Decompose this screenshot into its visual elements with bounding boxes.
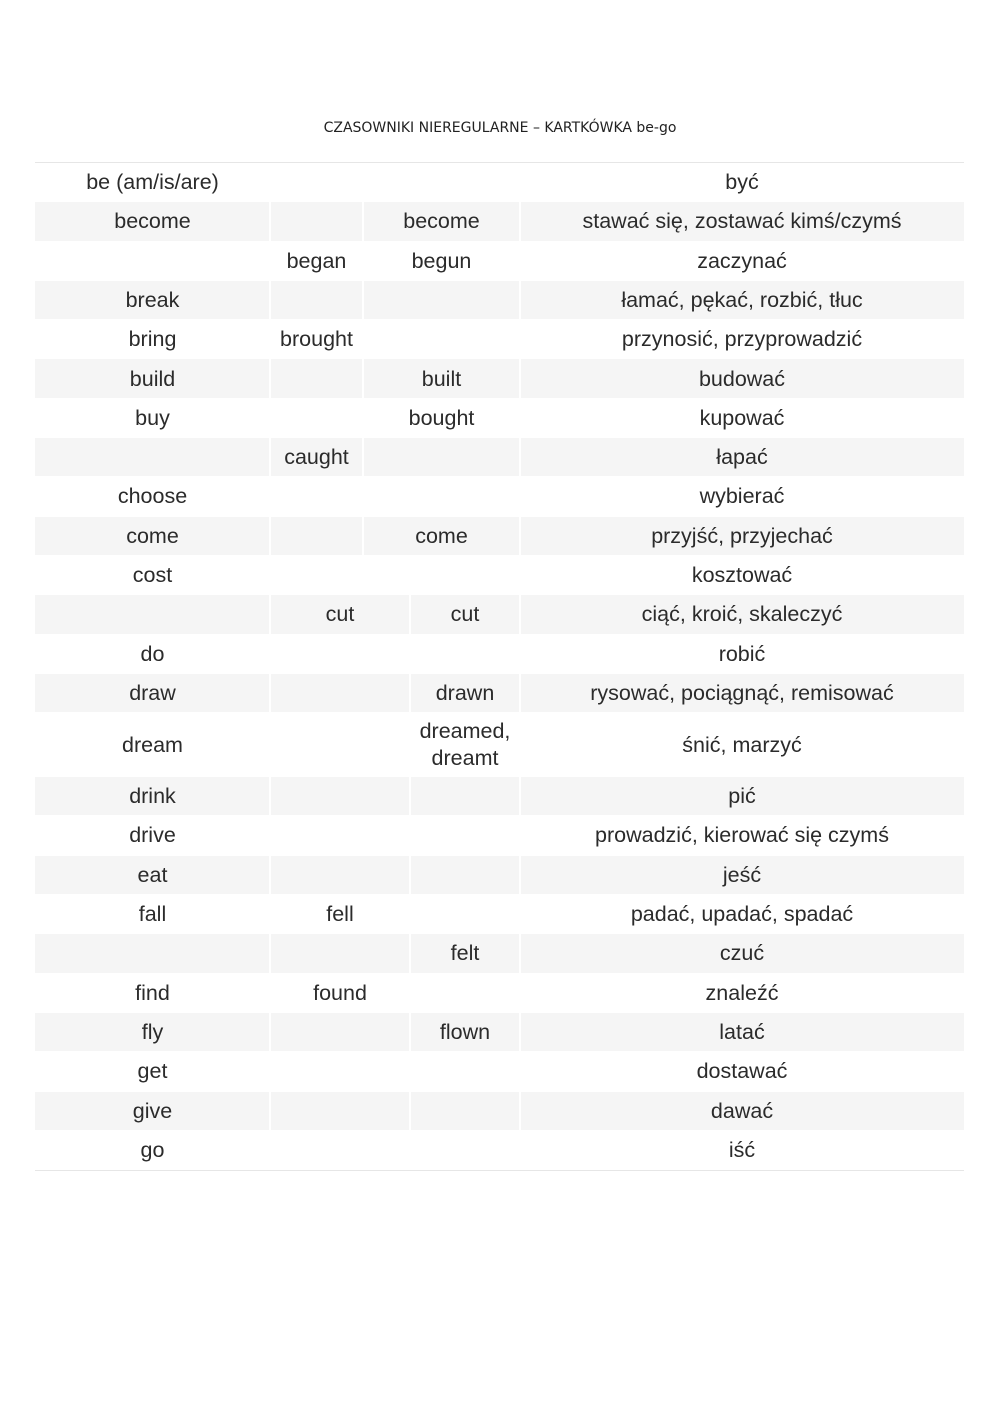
meaning-cell: być — [725, 170, 759, 195]
meaning-cell: łapać — [716, 445, 768, 470]
meaning-cell: łamać, pękać, rozbić, tłuc — [621, 287, 863, 312]
past-cell: began — [286, 248, 347, 273]
base-cell: be (am/is/are) — [86, 170, 219, 195]
participle-cell — [410, 777, 520, 815]
participle-cell — [410, 1092, 520, 1130]
participle-cell — [363, 438, 520, 476]
past-cell: found — [313, 980, 367, 1005]
table-row — [35, 816, 964, 855]
base-cell: bring — [128, 327, 177, 352]
table-row — [35, 674, 964, 713]
past-cell — [270, 359, 363, 397]
base-cell: go — [140, 1137, 165, 1162]
participle-cell: cut — [450, 602, 480, 627]
meaning-cell: robić — [718, 641, 766, 666]
table-row — [35, 974, 964, 1013]
past-cell — [270, 1013, 410, 1051]
meaning-cell: prowadzić, kierować się czymś — [595, 823, 889, 848]
meaning-cell: znaleźć — [705, 980, 779, 1005]
participle-cell: bought — [408, 405, 475, 430]
page-title: CZASOWNIKI NIEREGULARNE – KARTKÓWKA be-go — [323, 120, 677, 136]
table-row — [35, 556, 964, 595]
past-cell — [270, 202, 363, 240]
participle-cell — [363, 320, 520, 358]
meaning-cell: śnić, marzyć — [682, 732, 802, 757]
past-cell: caught — [284, 445, 349, 470]
past-cell — [270, 674, 410, 712]
meaning-cell: kosztować — [691, 563, 793, 587]
participle-cell — [410, 895, 520, 933]
participle-cell — [363, 163, 520, 201]
participle-cell: built — [421, 366, 462, 391]
meaning-cell: zaczynać — [697, 248, 787, 273]
participle-cell — [410, 816, 520, 854]
participle-cell: flown — [439, 1019, 491, 1044]
participle-cell: dreamed, dreamt — [419, 719, 511, 770]
past-cell — [270, 713, 410, 776]
table-row — [35, 399, 964, 438]
base-cell: choose — [117, 484, 188, 509]
table-row — [35, 777, 964, 816]
meaning-cell: stawać się, zostawać kimś/czymś — [582, 209, 902, 234]
base-cell — [35, 438, 270, 476]
base-cell — [35, 242, 270, 280]
meaning-cell: dawać — [710, 1098, 774, 1123]
past-cell: cut — [325, 602, 355, 627]
past-cell — [270, 816, 410, 854]
participle-cell: come — [415, 523, 468, 548]
base-cell: fall — [138, 902, 167, 927]
base-cell: fly — [141, 1019, 164, 1044]
participle-cell — [410, 1131, 520, 1169]
base-cell: break — [125, 287, 180, 312]
participle-cell — [363, 281, 520, 319]
meaning-cell: kupować — [699, 405, 785, 430]
past-cell: brought — [280, 327, 353, 352]
table-row — [35, 1052, 964, 1091]
base-cell: get — [137, 1059, 168, 1084]
participle-cell — [410, 1052, 520, 1090]
past-cell — [270, 517, 363, 555]
table-row — [35, 242, 964, 281]
meaning-cell: przynosić, przyprowadzić — [621, 327, 863, 352]
table-row — [35, 320, 964, 359]
verb-table — [35, 162, 964, 1171]
table-row — [35, 1092, 964, 1131]
base-cell — [35, 934, 270, 972]
past-cell — [270, 635, 410, 673]
table-row — [35, 856, 964, 895]
meaning-cell: czuć — [719, 941, 765, 966]
meaning-cell: iść — [728, 1137, 756, 1162]
base-cell: cost — [132, 563, 173, 587]
meaning-cell: pić — [728, 784, 756, 809]
meaning-cell: budować — [698, 366, 786, 391]
base-cell: buy — [135, 405, 170, 430]
table-row — [35, 202, 964, 241]
participle-cell: begun — [411, 248, 472, 273]
past-cell: fell — [326, 902, 354, 927]
table-row — [35, 895, 964, 934]
participle-cell — [410, 635, 520, 673]
past-cell — [270, 556, 363, 594]
base-cell: come — [126, 523, 179, 548]
meaning-cell: rysować, pociągnąć, remisować — [590, 680, 894, 705]
meaning-cell: dostawać — [696, 1059, 788, 1084]
past-cell — [270, 1052, 410, 1090]
base-cell: eat — [137, 862, 168, 887]
table-row — [35, 635, 964, 674]
past-cell — [270, 477, 363, 515]
past-cell — [270, 281, 363, 319]
meaning-cell: latać — [719, 1019, 765, 1044]
table-row — [35, 477, 964, 516]
meaning-cell: wybierać — [699, 484, 785, 509]
participle-cell — [363, 477, 520, 515]
table-row — [35, 281, 964, 320]
base-cell — [35, 595, 270, 633]
past-cell — [270, 856, 410, 894]
past-cell — [270, 1092, 410, 1130]
base-cell: dream — [122, 732, 183, 757]
base-cell: draw — [129, 680, 176, 705]
base-cell: build — [129, 366, 176, 391]
table-row — [35, 359, 964, 398]
table-row — [35, 438, 964, 477]
base-cell: give — [132, 1098, 173, 1123]
base-cell: find — [135, 980, 170, 1005]
past-cell — [270, 934, 410, 972]
meaning-cell: przyjść, przyjechać — [651, 523, 833, 548]
past-cell — [270, 777, 410, 815]
table-row — [35, 517, 964, 556]
table-row — [35, 1013, 964, 1052]
base-cell: drive — [129, 823, 176, 848]
participle-cell — [410, 974, 520, 1012]
meaning-cell: padać, upadać, spadać — [630, 902, 854, 927]
past-cell — [270, 1131, 410, 1169]
meaning-cell: jeść — [722, 862, 762, 887]
base-cell: drink — [129, 784, 176, 809]
participle-cell: become — [403, 209, 480, 234]
participle-cell — [410, 856, 520, 894]
base-cell: do — [140, 641, 165, 666]
past-cell — [270, 163, 363, 201]
past-cell — [270, 399, 363, 437]
participle-cell: drawn — [435, 680, 495, 705]
table-row — [35, 595, 964, 634]
table-row — [35, 934, 964, 973]
table-row — [35, 163, 964, 202]
participle-cell — [363, 556, 520, 594]
table-row — [35, 1131, 964, 1170]
meaning-cell: ciąć, kroić, skaleczyć — [641, 602, 843, 627]
base-cell: become — [114, 209, 191, 234]
table-row — [35, 713, 964, 777]
participle-cell: felt — [450, 941, 480, 966]
